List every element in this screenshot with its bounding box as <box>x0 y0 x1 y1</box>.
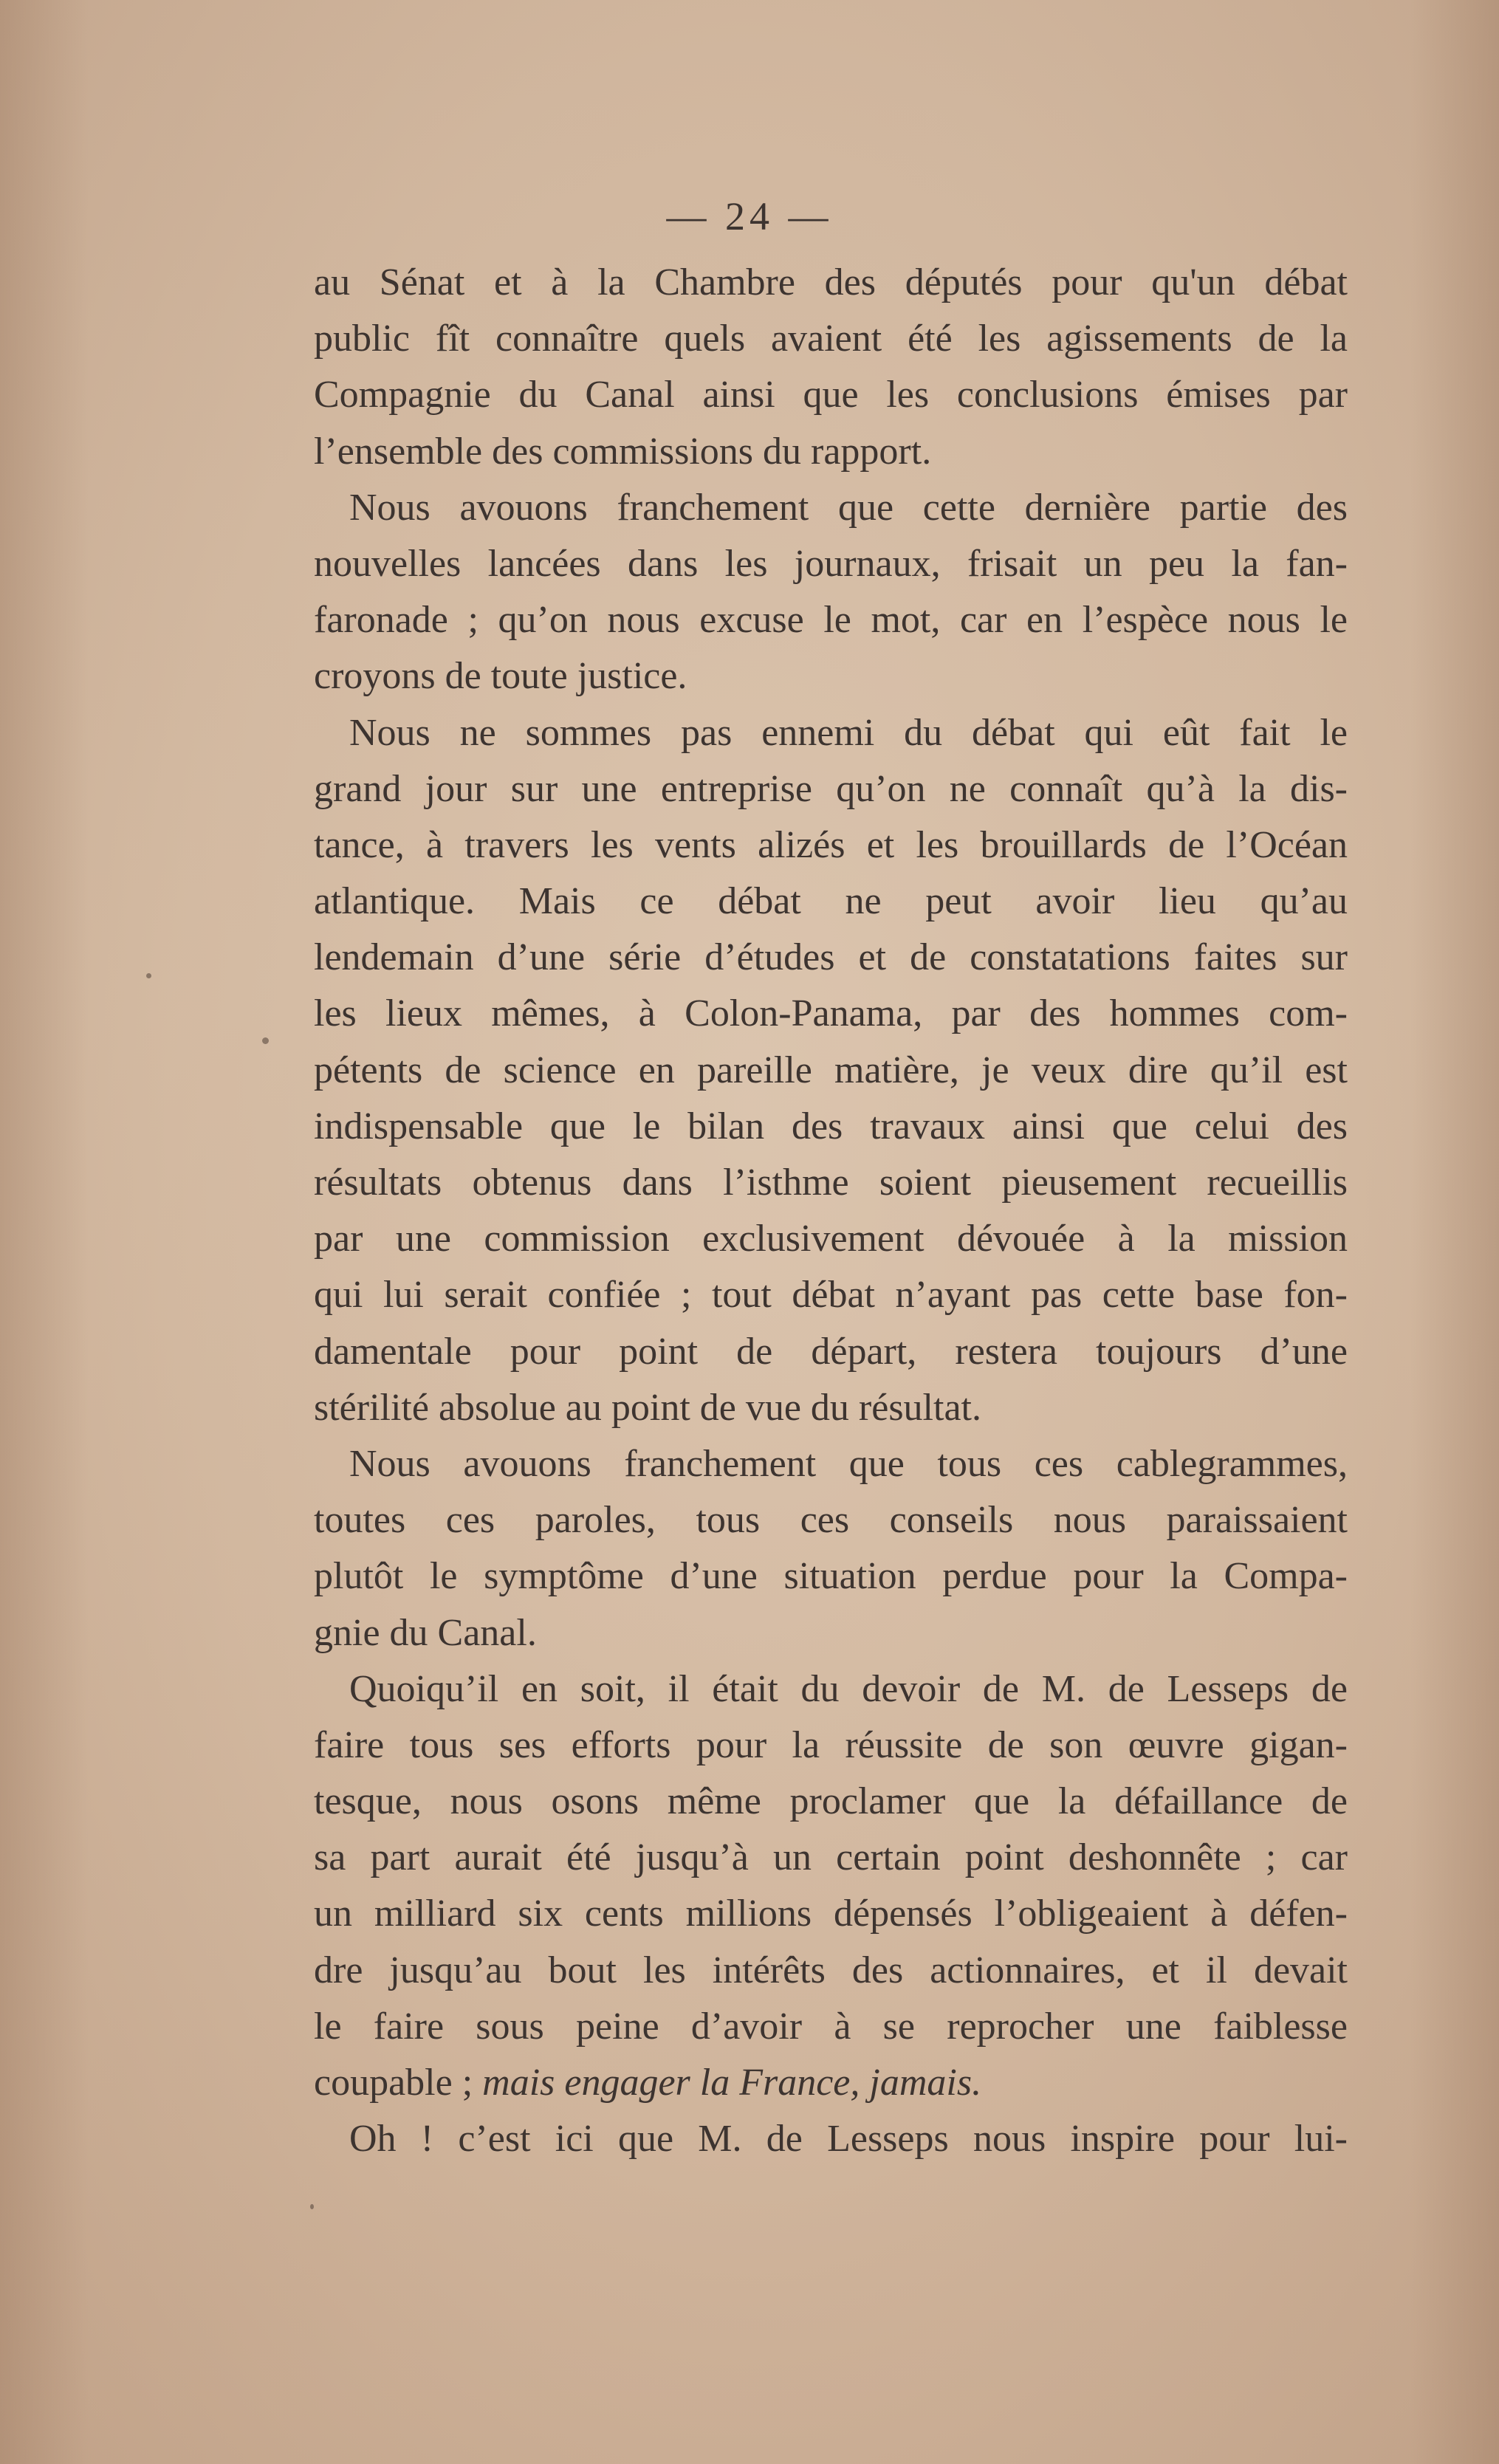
text-line <box>314 1267 1348 1323</box>
text-line-content: faronade ; qu’on nous excuse le mot, car en l’espèce nous le <box>314 599 1348 642</box>
text-line <box>314 592 1348 648</box>
text-line-content: gnie du Canal. <box>314 1611 537 1654</box>
text-line <box>314 2111 1348 2167</box>
text-line-content: faire tous ses efforts pour la réussite de son œuvre gigan- <box>314 1723 1348 1766</box>
text-line-content: Nous avouons franchement que tous ces cablegrammes, <box>349 1442 1348 1485</box>
text-line <box>314 1155 1348 1211</box>
text-line <box>314 1211 1348 1267</box>
text-line <box>314 1717 1348 1774</box>
text-line <box>314 1943 1348 1999</box>
paper-speck <box>310 2204 314 2209</box>
text-line <box>314 1605 1348 1661</box>
text-line-content: nouvelles lancées dans les journaux, frisait un peu la fan- <box>314 542 1348 585</box>
text-line-content: résultats obtenus dans l’isthme soient pieusement recueillis <box>314 1161 1348 1204</box>
text-line <box>314 480 1348 536</box>
text-line-content: coupable ; <box>314 2062 473 2104</box>
text-line <box>314 1661 1348 1717</box>
text-line-content: les lieux mêmes, à Colon-Panama, par des hommes com- <box>314 992 1348 1035</box>
text-line-content: stérilité absolue au point de vue du résultat. <box>314 1386 981 1429</box>
text-line-content: tesque, nous osons même proclamer que la défaillance de <box>314 1780 1348 1823</box>
text-line <box>314 536 1348 592</box>
text-line-content: par une commission exclusivement dévouée à la mission <box>314 1218 1348 1260</box>
text-line-content: public fît connaître quels avaient été les agissements de la <box>314 318 1348 360</box>
text-line-content: croyons de toute justice. <box>314 655 687 698</box>
text-line-content: Nous avouons franchement que cette dernière partie des <box>349 486 1348 529</box>
text-line <box>314 1043 1348 1099</box>
page-number: — 24 — <box>666 194 833 238</box>
body-text <box>314 255 1348 2167</box>
text-line-content: plutôt le symptôme d’une situation perdue pour la Compa- <box>314 1555 1348 1598</box>
text-line-content: dre jusqu’au bout les intérêts des actionnaires, et il devait <box>314 1949 1348 1991</box>
text-line <box>314 817 1348 874</box>
text-line <box>314 1886 1348 1942</box>
text-line <box>314 761 1348 817</box>
text-line-content: un milliard six cents millions dépensés l’obligeaient à défen- <box>314 1892 1348 1935</box>
paper-speck <box>146 973 151 978</box>
text-line-content: tance, à travers les vents alizés et les brouillards de l’Océan <box>314 823 1348 866</box>
text-line <box>314 1099 1348 1155</box>
text-line-content: grand jour sur une entreprise qu’on ne connaît qu’à la dis- <box>314 767 1348 810</box>
page-edge-shade-right <box>1410 0 1499 2464</box>
text-line-content: lendemain d’une série d’études et de constatations faites sur <box>314 936 1348 979</box>
text-line <box>314 1380 1348 1436</box>
text-line-content: le faire sous peine d’avoir à se reprocher une faiblesse <box>314 2005 1348 2048</box>
text-line-content: au Sénat et à la Chambre des députés pour qu'un débat <box>314 261 1348 303</box>
text-line <box>314 874 1348 930</box>
text-line <box>314 255 1348 311</box>
text-line-content: indispensable que le bilan des travaux ainsi que celui des <box>314 1105 1348 1147</box>
text-line <box>314 1774 1348 1830</box>
text-line <box>314 367 1348 423</box>
text-line-content: toutes ces paroles, tous ces conseils nous paraissaient <box>314 1499 1348 1542</box>
text-line-content: qui lui serait confiée ; tout débat n’ayant pas cette base fon- <box>314 1274 1348 1317</box>
text-line <box>314 705 1348 761</box>
text-line <box>314 986 1348 1042</box>
text-line-content: Quoiqu’il en soit, il était du devoir de M. de Lesseps de <box>349 1667 1348 1710</box>
page-edge-shade-left <box>0 0 89 2464</box>
text-line <box>314 1999 1348 2055</box>
text-line <box>314 1492 1348 1548</box>
paper-speck <box>262 1037 269 1044</box>
text-line <box>314 1324 1348 1380</box>
text-line-content: atlantique. Mais ce débat ne peut avoir lieu qu’au <box>314 880 1348 923</box>
text-line <box>314 1548 1348 1605</box>
text-line <box>314 648 1348 704</box>
text-line <box>314 311 1348 367</box>
text-line-italic: mais engager la France, jamais. <box>482 2062 982 2104</box>
text-line <box>314 1830 1348 1886</box>
text-line-content: damentale pour point de départ, restera toujours d’une <box>314 1330 1348 1373</box>
text-line <box>314 2055 1348 2111</box>
text-line <box>314 1436 1348 1492</box>
text-line-content: sa part aurait été jusqu’à un certain point deshonnête ; car <box>314 1836 1348 1879</box>
text-line-content: Nous ne sommes pas ennemi du débat qui eût fait le <box>349 711 1348 754</box>
text-line-content: pétents de science en pareille matière, je veux dire qu’il est <box>314 1049 1348 1091</box>
text-line-content: Compagnie du Canal ainsi que les conclusions émises par <box>314 374 1348 416</box>
text-line <box>314 930 1348 986</box>
text-line <box>314 424 1348 480</box>
text-line-content: l’ensemble des commissions du rapport. <box>314 430 932 473</box>
text-line-content: Oh ! c’est ici que M. de Lesseps nous inspire pour lui- <box>349 2118 1348 2161</box>
